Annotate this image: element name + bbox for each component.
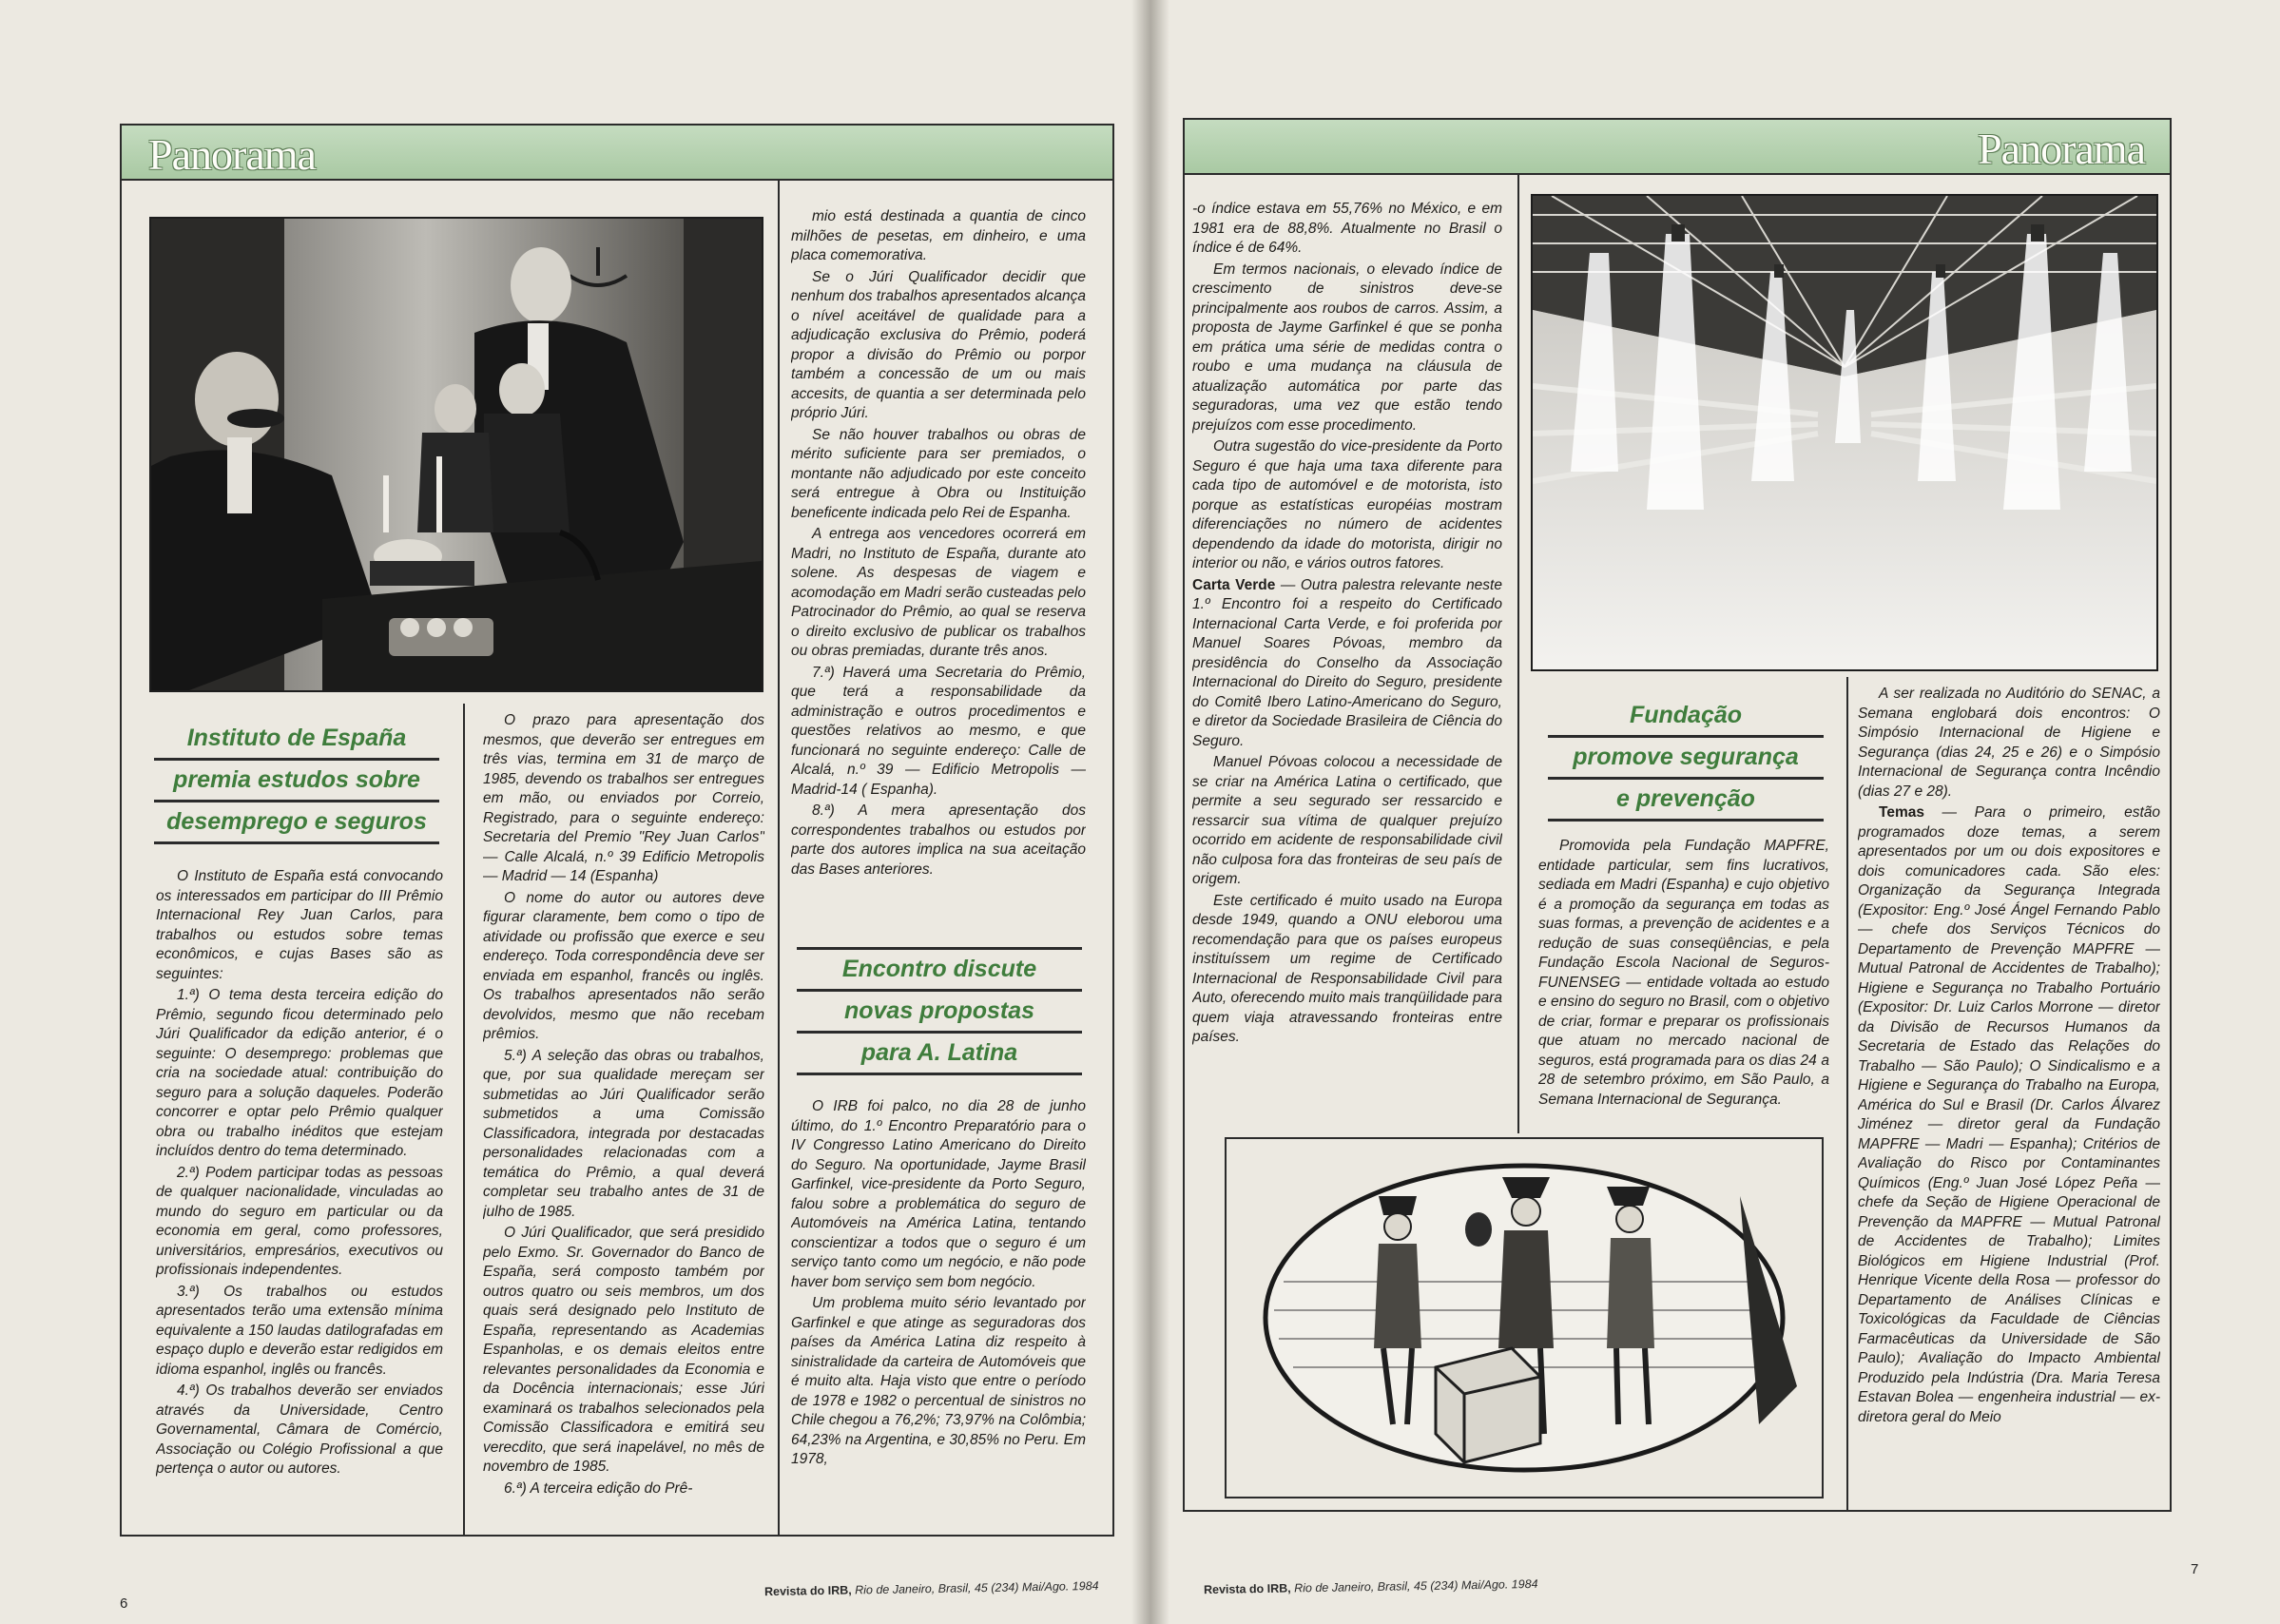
footer-right: Revista do IRB, Rio de Janeiro, Brasil, 45 (234) Mai/Ago. 1984 <box>1203 1576 1538 1597</box>
headline-instituto: Instituto de España premia estudos sobre desemprego e seguros <box>154 719 439 844</box>
sprinkler-test-photo <box>1531 194 2158 671</box>
headline-encontro: Encontro discute novas propostas para A. Latina <box>797 947 1082 1075</box>
footer-left: Revista do IRB, Rio de Janeiro, Brasil, 45 (234) Mai/Ago. 1984 <box>763 1578 1099 1599</box>
left-column-3-bottom: O IRB foi palco, no dia 28 de junho último, do 1.º Encontro Preparatório para o IV Congresso Latino Americano do Direito do Seguro. Na oportunidade, Jayme Brasil Garfinkel, vice-presidente da Porto Seguro, falou sobre a problemática do seguro de Automóveis na América Latina, tentando conscientizar a todos que o seguro é um serviço tanto como um negócio, e não pode haver bom serviço sem bom negócio. Um problema muito sério levantado por Garfinkel e que atinge as seguradoras dos países da América Latina diz respeito à sinistralidade da carteira de Automóveis que é muito alta. Haja visto que entre o período de 1978 e 1982 o percentual de sinistros no Chile chegou a 76,2%; 73,97% na Colômbia; 64,23% na Argentina, e 30,85% no Peru. Em 1978, <box>791 1098 1086 1467</box>
run-in-label: Carta Verde <box>1192 576 1276 593</box>
right-column-2: Promovida pela Fundação MAPFRE, entidade particular, sem fins lucrativos, sediada em Madri (Espanha) e cujo objetivo é a promoção da segurança em todas as suas formas, a prevenção de acidentes e a redução de suas conseqüências, e pela Fundação Escola Nacional de Seguros-FUNENSEG — entidade voltada ao estudo e ensino do seguro no Brasil, com o objetivo de criar, formar e preparar os profissionais que atuam no mercado nacional de seguros, está programada para os dias 24 a 28 de setembro próximo, em São Paulo, a Semana Internacional de Segurança. <box>1538 838 1829 1108</box>
left-column-2: O prazo para apresentação dos mesmos, que deverão ser entregues em três vias, termina em 31 de março de 1985, devendo os trabalhos ser entregues em mão, ou enviados por Correio, Registrado, para o seguinte endereço: Secretaria del Premio "Rey Juan Carlos" — Calle Alcalá, n.º 39 Edificio Metropolis — Madrid — 14 (Espanha) O nome do autor ou autores deve figurar claramente, bem como o tipo de atividade ou profissão que exerce e seu endereço. Toda correspondência deve ser enviada em espanhol, francês ou inglês. Os trabalhos apresentados não serão devolvidos, mesmo que não recebam prêmios. 5.ª) A seleção das obras ou trabalhos, que, por sua qualidade mereçam ser submetidas ao Júri Qualificador serão submetidos a uma Comissão Classificadora, integrada por destacadas personalidades relacionadas com a temática do Prêmio, a qual deverá completar seu trabalho antes de 31 de julho de 1985. O Júri Qualificador, que será presidido pelo Exmo. Sr. Governador do Banco de España, será composto também por outros quatro ou seis membros, um dos quais será designado pelo Instituto de España, representando as Academias Espanholas, e os demais eleitos entre relevantes personalidades da Economia e da Docência internacionais; esse Júri examinará os trabalhos selecionados pela Comissão Classificadora e emitirá seu verecdito, que será inapelável, no mês de novembro de 1985. 6.ª) A terceira edição do Prê- <box>483 712 764 1497</box>
page-right <box>1150 0 2280 1624</box>
left-column-3-top: mio está destinada a quantia de cinco milhões de pesetas, em dinheiro, e uma placa comemorativa. Se o Júri Qualificador decidir que nenhum dos trabalhos apresentados alcança o nível aceitável de qualidade para a adjudicação exclusiva do Prêmio, poderá propor a divisão do Prêmio ou porpor também a concessão de um ou mais accesits, de quantia a ser determinada pelo próprio Júri. Se não houver trabalhos ou obras de mérito suficiente para ser premiados, o montante não adjudicado por este conceito será entregue à Obra ou Instituição beneficente indicada pelo Rei de Espanha. A entrega aos vencedores ocorrerá em Madri, no Instituto de España, durante ato solene. As despesas de viagem e acomodação em Madri serão custeadas pelo Patrocinador do Prêmio, ao qual se reserva o direito exclusivo de publicar os trabalhos ou obras premiadas, durante três anos. 7.ª) Haverá uma Secretaria do Prêmio, que terá a responsabilidade da administração e outros procedimentos e questões relativos ao mesmo, e que funcionará no seguinte endereço: Calle de Alcalá, n.º 39 — Edificio Metropolis — Madrid-14 ( Espanha). 8.ª) A mera apresentação dos correspondentes trabalhos ou estudos por parte dos autores implica na sua aceitação das Bases anteriores. <box>791 208 1086 878</box>
section-banner-right <box>1183 118 2172 175</box>
ceremony-photo <box>149 217 763 692</box>
section-title-left: Panorama <box>148 130 316 179</box>
ceremony-photo-image <box>151 219 762 690</box>
page-number-right: 7 <box>2191 1561 2199 1577</box>
run-in-label: Temas <box>1879 804 1924 821</box>
right-column-1: -o índice estava em 55,76% no México, e em 1981 era de 88,8%. Atualmente no Brasil o índice é de 64%. Em termos nacionais, o elevado índice de crescimento de sinistros deve-se principalmente aos roubos de carros. Assim, a proposta de Jayme Garfinkel é que se ponha em prática uma série de medidas contra o roubo e uma mudança na cláusula de atualização automática por parte das seguradoras, uma vez que estão tendo prejuízos com esse procedimento. Outra sugestão do vice-presidente da Porto Seguro é que haja uma taxa diferente para cada tipo de automóvel e de motorista, isto porque as estatísticas européias mostram diferenciações no número de acidentes dependendo da idade do motorista, dirigir no interior ou não, e vários outros fatores. Carta Verde — Outra palestra relevante neste 1.º Encontro foi a respeito do Certificado Internacional Carta Verde, e foi proferida por Manuel Soares Póvoas, membro da presidência do Conselho da Associação Internacional do Direito do Seguro, presidente do Comitê Ibero Latino-Americano do Seguro, e diretor da Sociedade Brasileira de Ciência do Seguro. Manuel Póvoas colocou a necessidade de se criar na América Latina o certificado, que permite a seu segurado ser ressarcido e ressarcir sua vítima de qualquer prejuízo ocorrido em acidente de responsabilidade civil não culposa fora das fronteiras de seu país de origem. Este certificado é muito usado na Europa desde 1949, quando a ONU eleborou uma recomendação para que os países europeus instituíssem um regime de Certificado Internacional de Responsabilidade Civil para Auto, oferecendo muito mais tranqüilidade para quem viaja atravessando fronteiras entre países. <box>1192 201 1502 1045</box>
sprinkler-test-photo-image <box>1533 196 2156 669</box>
engraving-frame <box>1225 1137 1824 1498</box>
section-title-right: Panorama <box>1978 125 2145 173</box>
left-column-1: O Instituto de España está convocando os interessados em participar do III Prêmio Internacional Rey Juan Carlos, para trabalhos ou estudos sobre temas econômicos, e cujas Bases são as seguintes: 1.ª) O tema desta terceira edição do Prêmio, segundo ficou determinado pelo Júri Qualificador da edição anterior, é o seguinte: O desemprego: problemas que cria na sociedade atual: contribuição do seguro para a solução daqueles. Poderão concorrer e optar pelo Prêmio qualquer obra ou trabalho inéditos que estejam incluídos dentro do tema determinado. 2.ª) Podem participar todas as pessoas de qualquer nacionalidade, vinculadas ao mundo do seguro em particular ou da economia em geral, como professores, universitários, empresários, executivos ou profissionais independentes. 3.ª) Os trabalhos ou estudos apresentados terão uma extensão mínima equivalente a 150 laudas datilografadas em espaço duplo e deverão estar redigidos em idioma espanhol, inglês ou francês. 4.ª) Os trabalhos deverão ser enviados através da Universidade, Centro Governamental, Câmara de Comércio, Associação ou Colégio Profissional a que pertença o autor ou autores. <box>156 868 443 1477</box>
oval-engraving-illustration <box>1227 1139 1822 1497</box>
section-banner-left <box>120 124 1114 181</box>
headline-fundacao: Fundação promove segurança e prevenção <box>1548 696 1824 822</box>
right-column-3: A ser realizada no Auditório do SENAC, a Semana englobará dois encontros: O Simpósio Internacional de Higiene e Segurança (dias 24, 25 e 26) e o Simpósio Internacional de Segurança contra Incêndio (dias 27 e 28). Temas — Para o primeiro, estão programados doze temas, a serem apresentados por um ou dois expositores e dois comunicadores cada. São eles: Organização da Segurança Integrada (Expositor: Eng.º José Ángel Fernando Pablo — chefe dos Serviços Técnicos do Departamento de Prevenção MAPFRE — Mutual Patronal de Accidentes de Trabalho); Higiene e Segurança no Trabalho Portuário (Expositor: Dr. Luiz Carlos Morrone — diretor da Divisão de Recursos Humanos da Secretaria de Estado das Relações do Trabalho — São Paulo); O Sindicalismo e a Higiene e Segurança do Trabalho na Europa, América do Sul e Brasil (Dr. Carlos Álvarez Jiménez — diretor geral da Fundação MAPFRE — Madri — Espanha); Critérios de Avaliação do Risco por Contaminantes Químicos (Eng.º Juan José López Peña — chefe da Seção de Higiene Operacional de Prevenção da MAPFRE — Mutual Patronal de Accidentes de Trabalho); Limites Biológicos em Higiene Industrial (Prof. Henrique Vicente della Rosa — professor do Departamento de Análises Clínicas e Toxicológicas da Faculdade de Ciências Farmacêuticas da Universidade de São Paulo); Avaliação do Impacto Ambiental Produzido pela Indústria (Dra. Maria Teresa Estavan Bolea — engenheira industrial — ex-diretora geral do Meio <box>1858 686 2160 1425</box>
page-number-left: 6 <box>120 1595 128 1612</box>
